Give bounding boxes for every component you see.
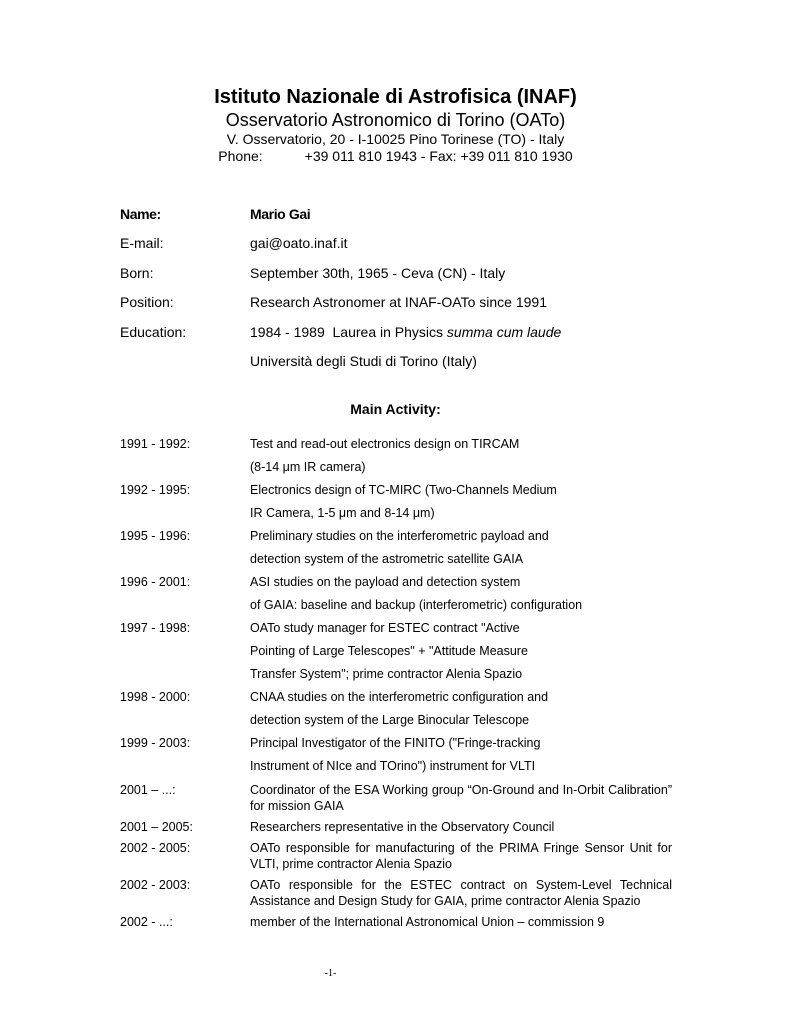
activity-description [250,525,672,571]
activity-period: 2001 – ...: [120,783,176,797]
activity-item [120,617,672,686]
letterhead [0,84,791,165]
activity-period: 2001 – 2005: [120,820,193,834]
activity-description [250,479,672,525]
activity-period: 1992 - 1995: [120,483,191,497]
activity-description: Coordinator of the ESA Working group “On-Ground and In-Orbit Calibration” for mission GAIA [250,783,672,813]
education-university: Università degli Studi di Torino (Italy) [250,353,477,370]
activity-item [120,914,672,930]
activity-line: Electronics design of TC-MIRC (Two-Channels Medium [250,483,557,497]
activity-period: 1999 - 2003: [120,736,191,750]
activity-period: 2002 - ...: [120,915,173,929]
activity-line: Test and read-out electronics design on TIRCAM [250,437,520,451]
education-label: Education: [120,323,187,340]
phone-value: +39 011 810 1943 - Fax: +39 011 810 1930 [304,148,573,164]
activity-description: member of the International Astronomical Union – commission 9 [250,915,605,929]
info-row-education [120,317,680,347]
activity-period: 2002 - 2003: [120,878,191,892]
activity-item [120,732,672,778]
activity-period: 1997 - 1998: [120,621,191,635]
activity-line: ASI studies on the payload and detection system [250,575,521,589]
activity-line: detection system of the astrometric satellite GAIA [250,552,524,566]
activity-item [120,525,672,571]
activity-line: Principal Investigator of the FINITO ("Fringe-tracking [250,736,541,750]
activity-description [250,732,672,778]
activity-description [250,617,672,686]
born-label: Born: [120,264,154,281]
born-value: September 30th, 1965 - Ceva (CN) - Italy [250,264,506,281]
activity-item [120,819,672,835]
activity-line: Transfer System"; prime contractor Alenia Spazio [250,667,523,681]
activity-line: detection system of the Large Binocular Telescope [250,713,530,727]
info-row-position [120,288,680,318]
activity-description: OATo responsible for manufacturing of the PRIMA Fringe Sensor Unit for VLTI, prime contractor Alenia Spazio [250,841,672,871]
activity-description [250,433,672,479]
activity-item [120,479,672,525]
education-honor: summa cum laude [446,323,562,340]
info-row-university [120,347,680,377]
activity-line: Pointing of Large Telescopes" + "Attitude Measure [250,644,528,658]
section-title: Main Activity: [350,401,441,417]
info-row-name [120,199,680,229]
activity-line: (8-14 μm IR camera) [250,460,366,474]
activity-period: 1998 - 2000: [120,690,191,704]
activity-period: 1995 - 1996: [120,529,191,543]
info-row-email [120,229,680,259]
activity-item [120,782,672,814]
position-label: Position: [120,294,174,311]
email-label: E-mail: [120,235,164,252]
activity-period: 2002 - 2005: [120,841,191,855]
phone-label: Phone: [218,148,263,164]
activity-item [120,433,672,479]
activity-line: of GAIA: baseline and backup (interferometric) configuration [250,598,583,612]
education-value: 1984 - 1989 Laurea in Physics [250,323,447,340]
name-value: Mario Gai [250,205,311,222]
activity-item [120,840,672,872]
activity-period: 1996 - 2001: [120,575,191,589]
observatory-name: Osservatorio Astronomico di Torino (OATo) [225,110,566,130]
education-value-line [250,324,680,340]
position-value: Research Astronomer at INAF-OATo since 1991 [250,294,547,311]
info-row-born [120,258,680,288]
email-value: gai@oato.inaf.it [250,235,348,252]
personal-info [120,199,680,376]
activity-description: Researchers representative in the Observatory Council [250,820,555,834]
activity-item [120,877,672,909]
institute-name: Istituto Nazionale di Astrofisica (INAF) [214,86,577,108]
page-number: -1- [324,968,337,979]
activity-line: Instrument of NIce and TOrino") instrument for VLTI [250,759,536,773]
activity-line: CNAA studies on the interferometric configuration and [250,690,549,704]
address: V. Osservatorio, 20 - I-10025 Pino Torinese (TO) - Italy [226,131,565,147]
phone-line [0,148,791,165]
activity-description [250,571,672,617]
activity-item [120,686,672,732]
activity-description: OATo responsible for the ESTEC contract on System-Level Technical Assistance and Design Study for GAIA, prime contractor Alenia Spazio [250,878,672,908]
activity-line: IR Camera, 1-5 μm and 8-14 μm) [250,506,435,520]
activity-item [120,571,672,617]
activity-period: 1991 - 1992: [120,437,191,451]
activity-line: OATo study manager for ESTEC contract "Active [250,621,520,635]
activity-list [120,433,672,935]
name-label: Name: [120,205,161,222]
activity-description [250,686,672,732]
activity-line: Preliminary studies on the interferometric payload and [250,529,549,543]
